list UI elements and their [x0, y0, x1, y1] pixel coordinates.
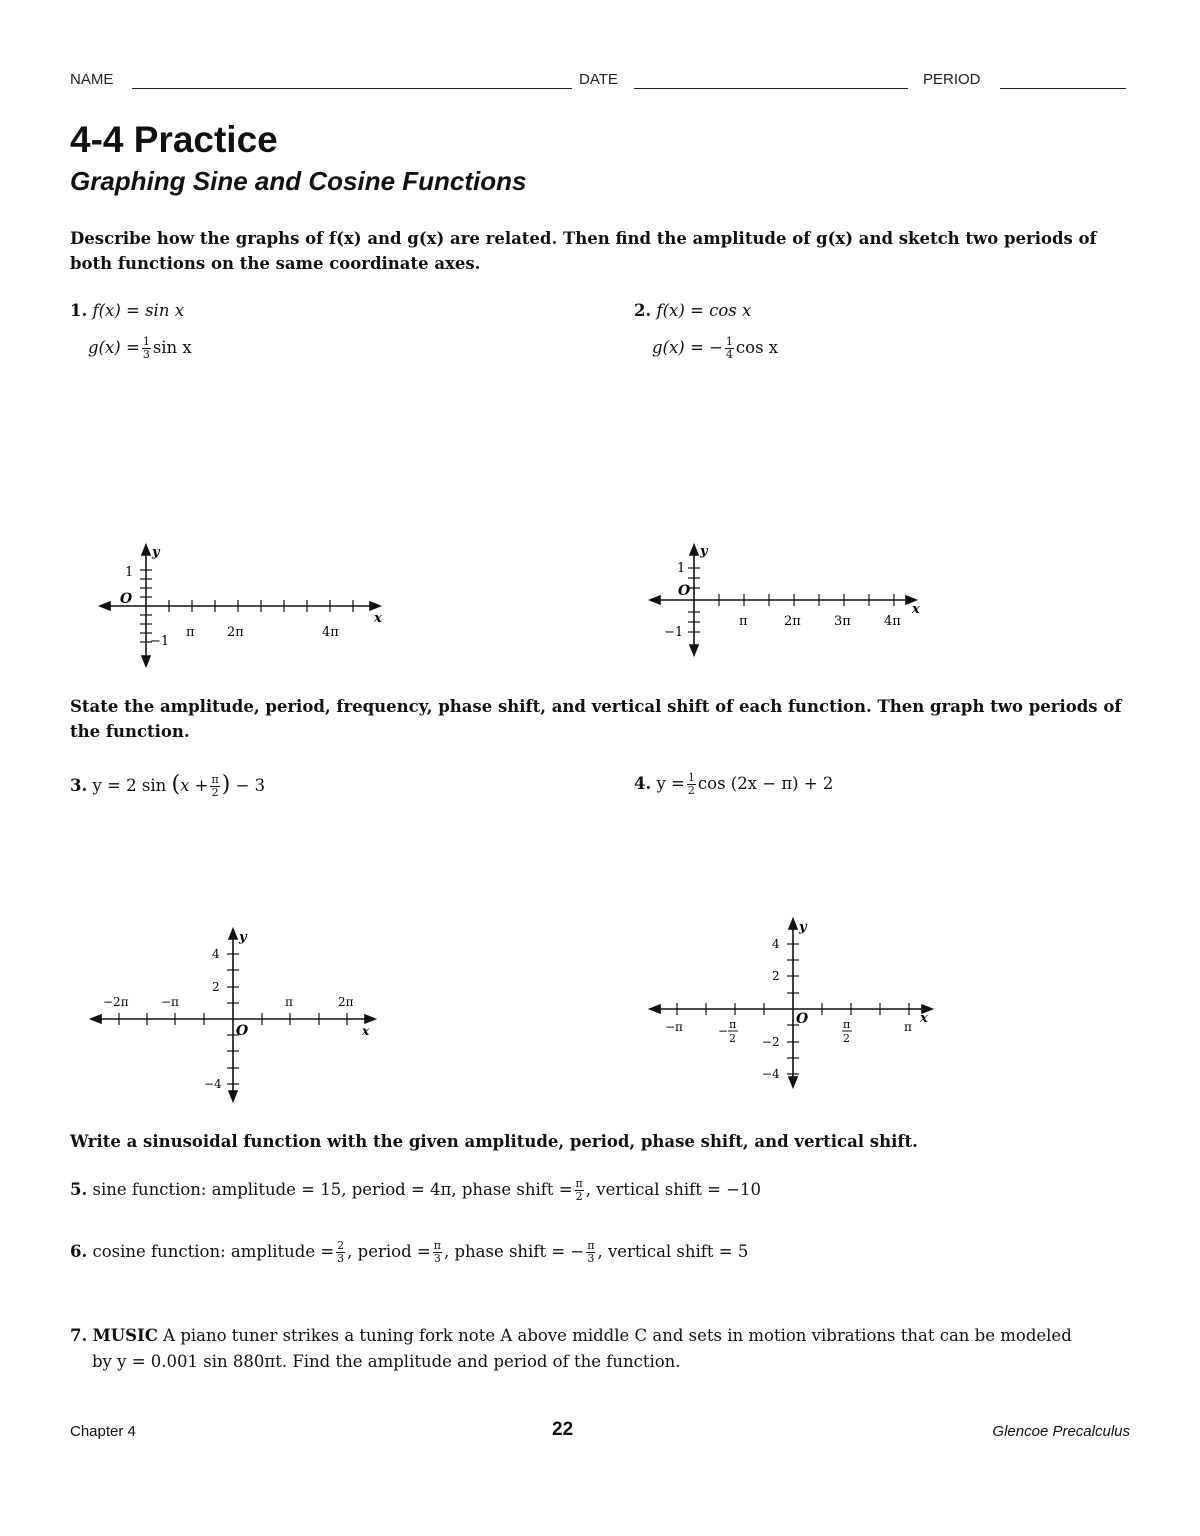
name-field[interactable] — [132, 88, 572, 89]
frac-num: π — [587, 1239, 595, 1252]
problem-5 — [70, 1178, 761, 1203]
x-axis-right-arrow — [370, 602, 380, 610]
x-tick-pi: π — [285, 995, 293, 1009]
y-label: y — [239, 930, 247, 945]
x-tick-neg-half-pi-den: 2 — [729, 1032, 736, 1045]
function-prefix: y = 2 sin — [92, 776, 167, 795]
graph-3[interactable] — [85, 922, 385, 1107]
problem-1-g — [88, 336, 192, 361]
page-number: 22 — [552, 1419, 574, 1440]
frac-den: 3 — [337, 1252, 345, 1265]
frac-den: 4 — [725, 348, 733, 361]
function-g-body: sin x — [152, 338, 192, 357]
period-label: PERIOD — [923, 71, 981, 88]
problem-7 — [70, 1323, 1150, 1375]
instruction-line: Describe how the graphs of f(x) and g(x) are related. Then find the amplitude of g(x) and sketch two periods of — [70, 229, 1097, 248]
origin-label: O — [678, 583, 691, 599]
problem-keyword: MUSIC — [92, 1326, 158, 1345]
y-tick-neg2: −2 — [762, 1035, 780, 1049]
y-axis-bottom-arrow — [229, 1091, 237, 1101]
date-field[interactable] — [634, 88, 908, 89]
fraction — [586, 1240, 595, 1265]
function-prefix: y = — [656, 774, 685, 793]
page-title: 4-4 Practice — [70, 119, 278, 160]
fraction — [142, 336, 151, 361]
y-axis-top-arrow — [690, 545, 698, 555]
x-tick-neg-half-pi-num: π — [729, 1018, 737, 1031]
fraction — [210, 774, 219, 799]
frac-den: 3 — [433, 1252, 441, 1265]
y-tick-neg1: −1 — [664, 625, 684, 640]
y-tick-2: 2 — [212, 980, 220, 994]
problem-text: , vertical shift = −10 — [585, 1180, 761, 1199]
x-tick-negpi: −π — [665, 1020, 683, 1034]
y-axis-top-arrow — [789, 919, 797, 929]
x-axis-left-arrow — [100, 602, 110, 610]
x-tick-3pi: 3π — [834, 614, 851, 629]
y-tick-neg1: −1 — [150, 634, 170, 649]
problem-number: 1. — [70, 301, 88, 320]
problem-number: 3. — [70, 776, 88, 795]
function-suffix: cos (2x − π) + 2 — [697, 774, 834, 793]
y-tick-2: 2 — [772, 969, 780, 983]
y-axis-top-arrow — [142, 545, 150, 555]
y-axis-bottom-arrow — [789, 1077, 797, 1087]
frac-den: 2 — [687, 784, 695, 797]
x-tick-4pi: 4π — [322, 625, 339, 640]
x-label: x — [912, 602, 920, 617]
x-label: x — [374, 611, 382, 626]
instruction-line: the function. — [70, 722, 190, 741]
frac-den: 3 — [587, 1252, 595, 1265]
problem-3 — [70, 772, 265, 799]
y-label: y — [700, 544, 708, 559]
y-tick-1: 1 — [677, 561, 686, 576]
name-label: NAME — [70, 71, 114, 88]
origin-label: O — [236, 1023, 249, 1039]
x-tick-2pi: 2π — [784, 614, 801, 629]
paren-open: ( — [171, 772, 181, 797]
problem-text: cosine function: amplitude = — [92, 1242, 335, 1261]
y-tick-neg4: −4 — [204, 1077, 222, 1091]
function-g-body: cos x — [735, 338, 779, 357]
problem-4 — [634, 772, 833, 797]
problem-number: 5. — [70, 1180, 88, 1199]
x-axis-left-arrow — [91, 1015, 101, 1023]
function-suffix: − 3 — [235, 776, 266, 795]
function-g-label: g(x) = — [88, 338, 140, 357]
x-tick-4pi: 4π — [884, 614, 901, 629]
y-tick-1: 1 — [125, 565, 134, 580]
y-tick-4: 4 — [212, 947, 220, 961]
problem-6 — [70, 1240, 748, 1265]
origin-label: O — [120, 591, 133, 607]
function-f: f(x) = sin x — [92, 301, 185, 320]
x-tick-2pi: 2π — [338, 995, 354, 1009]
graph-2[interactable] — [640, 538, 930, 663]
y-label: y — [152, 545, 160, 560]
x-label: x — [920, 1011, 928, 1026]
y-label: y — [799, 920, 807, 935]
problem-number: 6. — [70, 1242, 88, 1261]
y-tick-neg4: −4 — [762, 1067, 780, 1081]
problem-text: sine function: amplitude = 15, period = 4π, phase shift = — [92, 1180, 573, 1199]
frac-den: 2 — [211, 786, 219, 799]
instruction-line: State the amplitude, period, frequency, phase shift, and vertical shift of each function. Then graph two periods of — [70, 697, 1122, 716]
frac-num: 1 — [142, 335, 150, 348]
origin-label: O — [796, 1011, 809, 1027]
problem-text: , vertical shift = 5 — [597, 1242, 749, 1261]
x-tick-pi: π — [904, 1020, 912, 1034]
fraction — [433, 1240, 442, 1265]
y-axis-bottom-arrow — [690, 645, 698, 655]
y-tick-4: 4 — [772, 937, 780, 951]
x-axis-left-arrow — [650, 1005, 660, 1013]
instruction-line: both functions on the same coordinate axes. — [70, 254, 481, 273]
section1-instruction — [70, 226, 1140, 276]
x-tick-half-pi-den: 2 — [843, 1032, 850, 1045]
fraction — [725, 336, 734, 361]
frac-num: π — [211, 773, 219, 786]
problem-number: 4. — [634, 774, 652, 793]
problem-1 — [70, 301, 184, 320]
problem-text: , period = — [347, 1242, 431, 1261]
fraction — [575, 1178, 584, 1203]
problem-2 — [634, 301, 751, 320]
section2-instruction — [70, 694, 1140, 744]
x-tick-pi: π — [739, 614, 748, 629]
x-axis-left-arrow — [650, 596, 660, 604]
problem-number: 7. — [70, 1326, 88, 1345]
date-label: DATE — [579, 71, 618, 88]
frac-num: π — [575, 1177, 583, 1190]
footer-chapter: Chapter 4 — [70, 1423, 136, 1440]
y-axis-top-arrow — [229, 929, 237, 939]
y-axis-bottom-arrow — [142, 656, 150, 666]
frac-num: 1 — [725, 335, 733, 348]
x-label: x — [362, 1024, 370, 1038]
x-tick-neg-sign: − — [718, 1024, 729, 1038]
function-inner: x + — [180, 776, 209, 795]
period-field[interactable] — [1000, 88, 1126, 89]
x-axis-right-arrow — [365, 1015, 375, 1023]
problem-number: 2. — [634, 301, 652, 320]
problem-2-g — [652, 336, 778, 361]
problem-text: A piano tuner strikes a tuning fork note A above middle C and sets in motion vibrations that can be modeled — [163, 1326, 1072, 1345]
frac-num: 2 — [337, 1239, 345, 1252]
function-f: f(x) = cos x — [656, 301, 752, 320]
fraction — [336, 1240, 345, 1265]
x-tick-half-pi-num: π — [843, 1018, 851, 1031]
frac-num: π — [433, 1239, 441, 1252]
x-tick-negpi: −π — [161, 995, 179, 1009]
x-tick-2pi: 2π — [227, 625, 244, 640]
frac-den: 2 — [575, 1190, 583, 1203]
problem-text: by y = 0.001 sin 880πt. Find the amplitude and period of the function. — [92, 1352, 681, 1371]
x-tick-neg2pi: −2π — [103, 995, 129, 1009]
x-tick-pi: π — [186, 625, 195, 640]
page-subtitle: Graphing Sine and Cosine Functions — [70, 166, 527, 196]
graph-1[interactable] — [90, 538, 390, 673]
fraction — [687, 772, 696, 797]
section3-instruction: Write a sinusoidal function with the given amplitude, period, phase shift, and vertical shift. — [70, 1132, 918, 1151]
paren-close: ) — [221, 772, 231, 797]
frac-den: 3 — [142, 348, 150, 361]
function-g-label: g(x) = − — [652, 338, 723, 357]
problem-text: , phase shift = − — [443, 1242, 585, 1261]
footer-book: Glencoe Precalculus — [992, 1423, 1130, 1440]
graph-4[interactable] — [640, 912, 940, 1094]
frac-num: 1 — [687, 771, 695, 784]
